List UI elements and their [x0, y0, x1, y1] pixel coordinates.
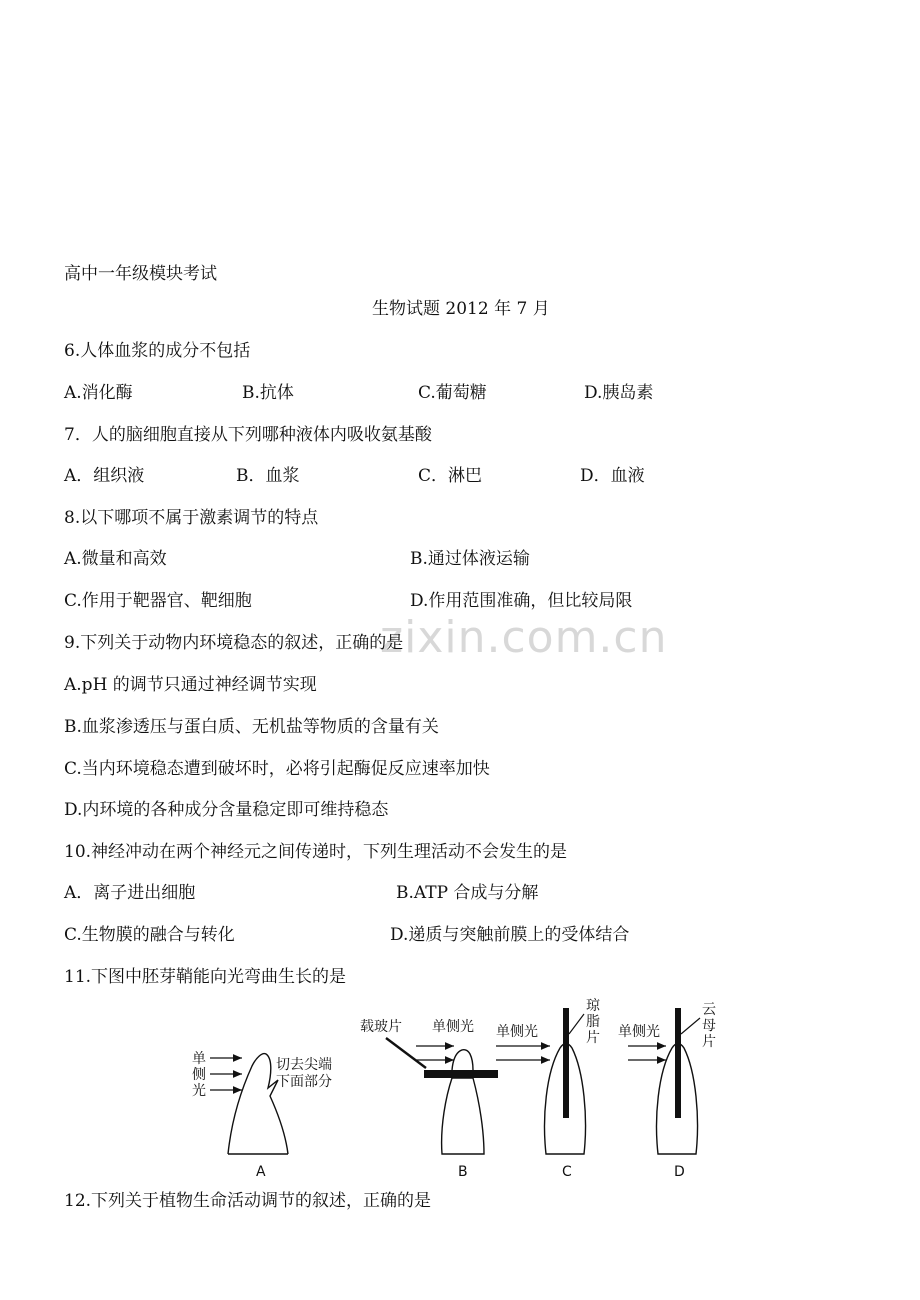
panel-b-coleoptile-tip	[452, 1050, 473, 1070]
panel-c-agar-char-1: 琼	[586, 998, 600, 1014]
question-10-option-a: A．离子进出细胞	[64, 883, 196, 903]
question-7-option-b: B．血浆	[236, 466, 300, 486]
question-11-stem: 11.下图中胚芽鞘能向光弯曲生长的是	[64, 967, 347, 987]
question-10-option-d: D.递质与突触前膜上的受体结合	[390, 925, 630, 945]
coleoptile-figure	[180, 996, 740, 1186]
panel-d-mica-pointer	[681, 1018, 700, 1034]
question-7-option-d: D．血液	[580, 466, 645, 486]
panel-a-light-char-3: 光	[192, 1083, 206, 1099]
panel-c-light-label: 单侧光	[496, 1024, 538, 1040]
watermark: zixin.com.cn	[380, 612, 668, 663]
panel-d	[618, 1002, 716, 1180]
panel-c-letter: C	[562, 1164, 572, 1180]
panel-a-light-char-2: 侧	[192, 1067, 206, 1083]
question-10-option-b: B.ATP 合成与分解	[396, 883, 539, 903]
question-8-option-a: A.微量和高效	[64, 549, 167, 569]
question-8-stem: 8.以下哪项不属于激素调节的特点	[64, 508, 319, 528]
panel-b-coleoptile	[442, 1078, 484, 1154]
question-7-option-a: A．组织液	[64, 466, 145, 486]
panel-d-letter: D	[674, 1164, 685, 1180]
panel-b-slide-pointer	[386, 1038, 426, 1068]
question-9-option-b: B.血浆渗透压与蛋白质、无机盐等物质的含量有关	[64, 717, 439, 737]
question-9-option-a: A.pH 的调节只通过神经调节实现	[64, 675, 317, 695]
question-10-option-c: C.生物膜的融合与转化	[64, 925, 235, 945]
panel-a-light-char-1: 单	[192, 1051, 206, 1067]
panel-b-letter: B	[458, 1164, 468, 1180]
panel-c-agar-char-3: 片	[586, 1030, 600, 1046]
question-6-option-b: B.抗体	[242, 383, 294, 403]
question-6-stem: 6.人体血浆的成分不包括	[64, 341, 251, 361]
panel-a-cut-label-2: 下面部分	[276, 1074, 332, 1090]
question-10-stem: 10.神经冲动在两个神经元之间传递时，下列生理活动不会发生的是	[64, 842, 568, 862]
panel-d-mica-char-3: 片	[702, 1034, 716, 1050]
panel-b	[360, 1018, 498, 1180]
panel-c-agar-char-2: 脂	[586, 1014, 600, 1030]
question-6-option-d: D.胰岛素	[584, 383, 654, 403]
panel-a-cut-label-1: 切去尖端	[276, 1057, 332, 1073]
panel-a	[192, 1051, 332, 1180]
question-6-option-a: A.消化酶	[64, 383, 133, 403]
question-8-option-c: C.作用于靶器官、靶细胞	[64, 591, 252, 611]
exam-subtitle: 生物试题 2012 年 7 月	[372, 299, 550, 319]
panel-c-agar-pointer	[569, 1014, 584, 1034]
question-9-option-c: C.当内环境稳态遭到破坏时，必将引起酶促反应速率加快	[64, 759, 490, 779]
panel-d-mica-char-1: 云	[702, 1002, 716, 1018]
question-9-option-d: D.内环境的各种成分含量稳定即可维持稳态	[64, 800, 389, 820]
question-8-option-b: B.通过体液运输	[410, 549, 530, 569]
panel-d-light-label: 单侧光	[618, 1024, 660, 1040]
question-6-option-c: C.葡萄糖	[418, 383, 487, 403]
panel-b-slide-label: 载玻片	[360, 1019, 402, 1035]
exam-title: 高中一年级模块考试	[64, 264, 217, 284]
question-7-option-c: C．淋巴	[418, 466, 483, 486]
panel-b-glass-slide	[424, 1070, 498, 1078]
panel-c-agar-block	[563, 1008, 569, 1118]
panel-d-mica-sheet	[675, 1008, 681, 1118]
panel-b-light-label: 单侧光	[432, 1019, 474, 1035]
question-7-stem: 7．人的脑细胞直接从下列哪种液体内吸收氨基酸	[64, 425, 432, 445]
panel-a-letter: A	[256, 1164, 266, 1180]
panel-d-mica-char-2: 母	[702, 1018, 716, 1034]
question-9-stem: 9.下列关于动物内环境稳态的叙述，正确的是	[64, 633, 404, 653]
question-12-stem: 12.下列关于植物生命活动调节的叙述，正确的是	[64, 1191, 432, 1211]
panel-c	[496, 998, 601, 1180]
question-8-option-d: D.作用范围准确，但比较局限	[410, 591, 633, 611]
